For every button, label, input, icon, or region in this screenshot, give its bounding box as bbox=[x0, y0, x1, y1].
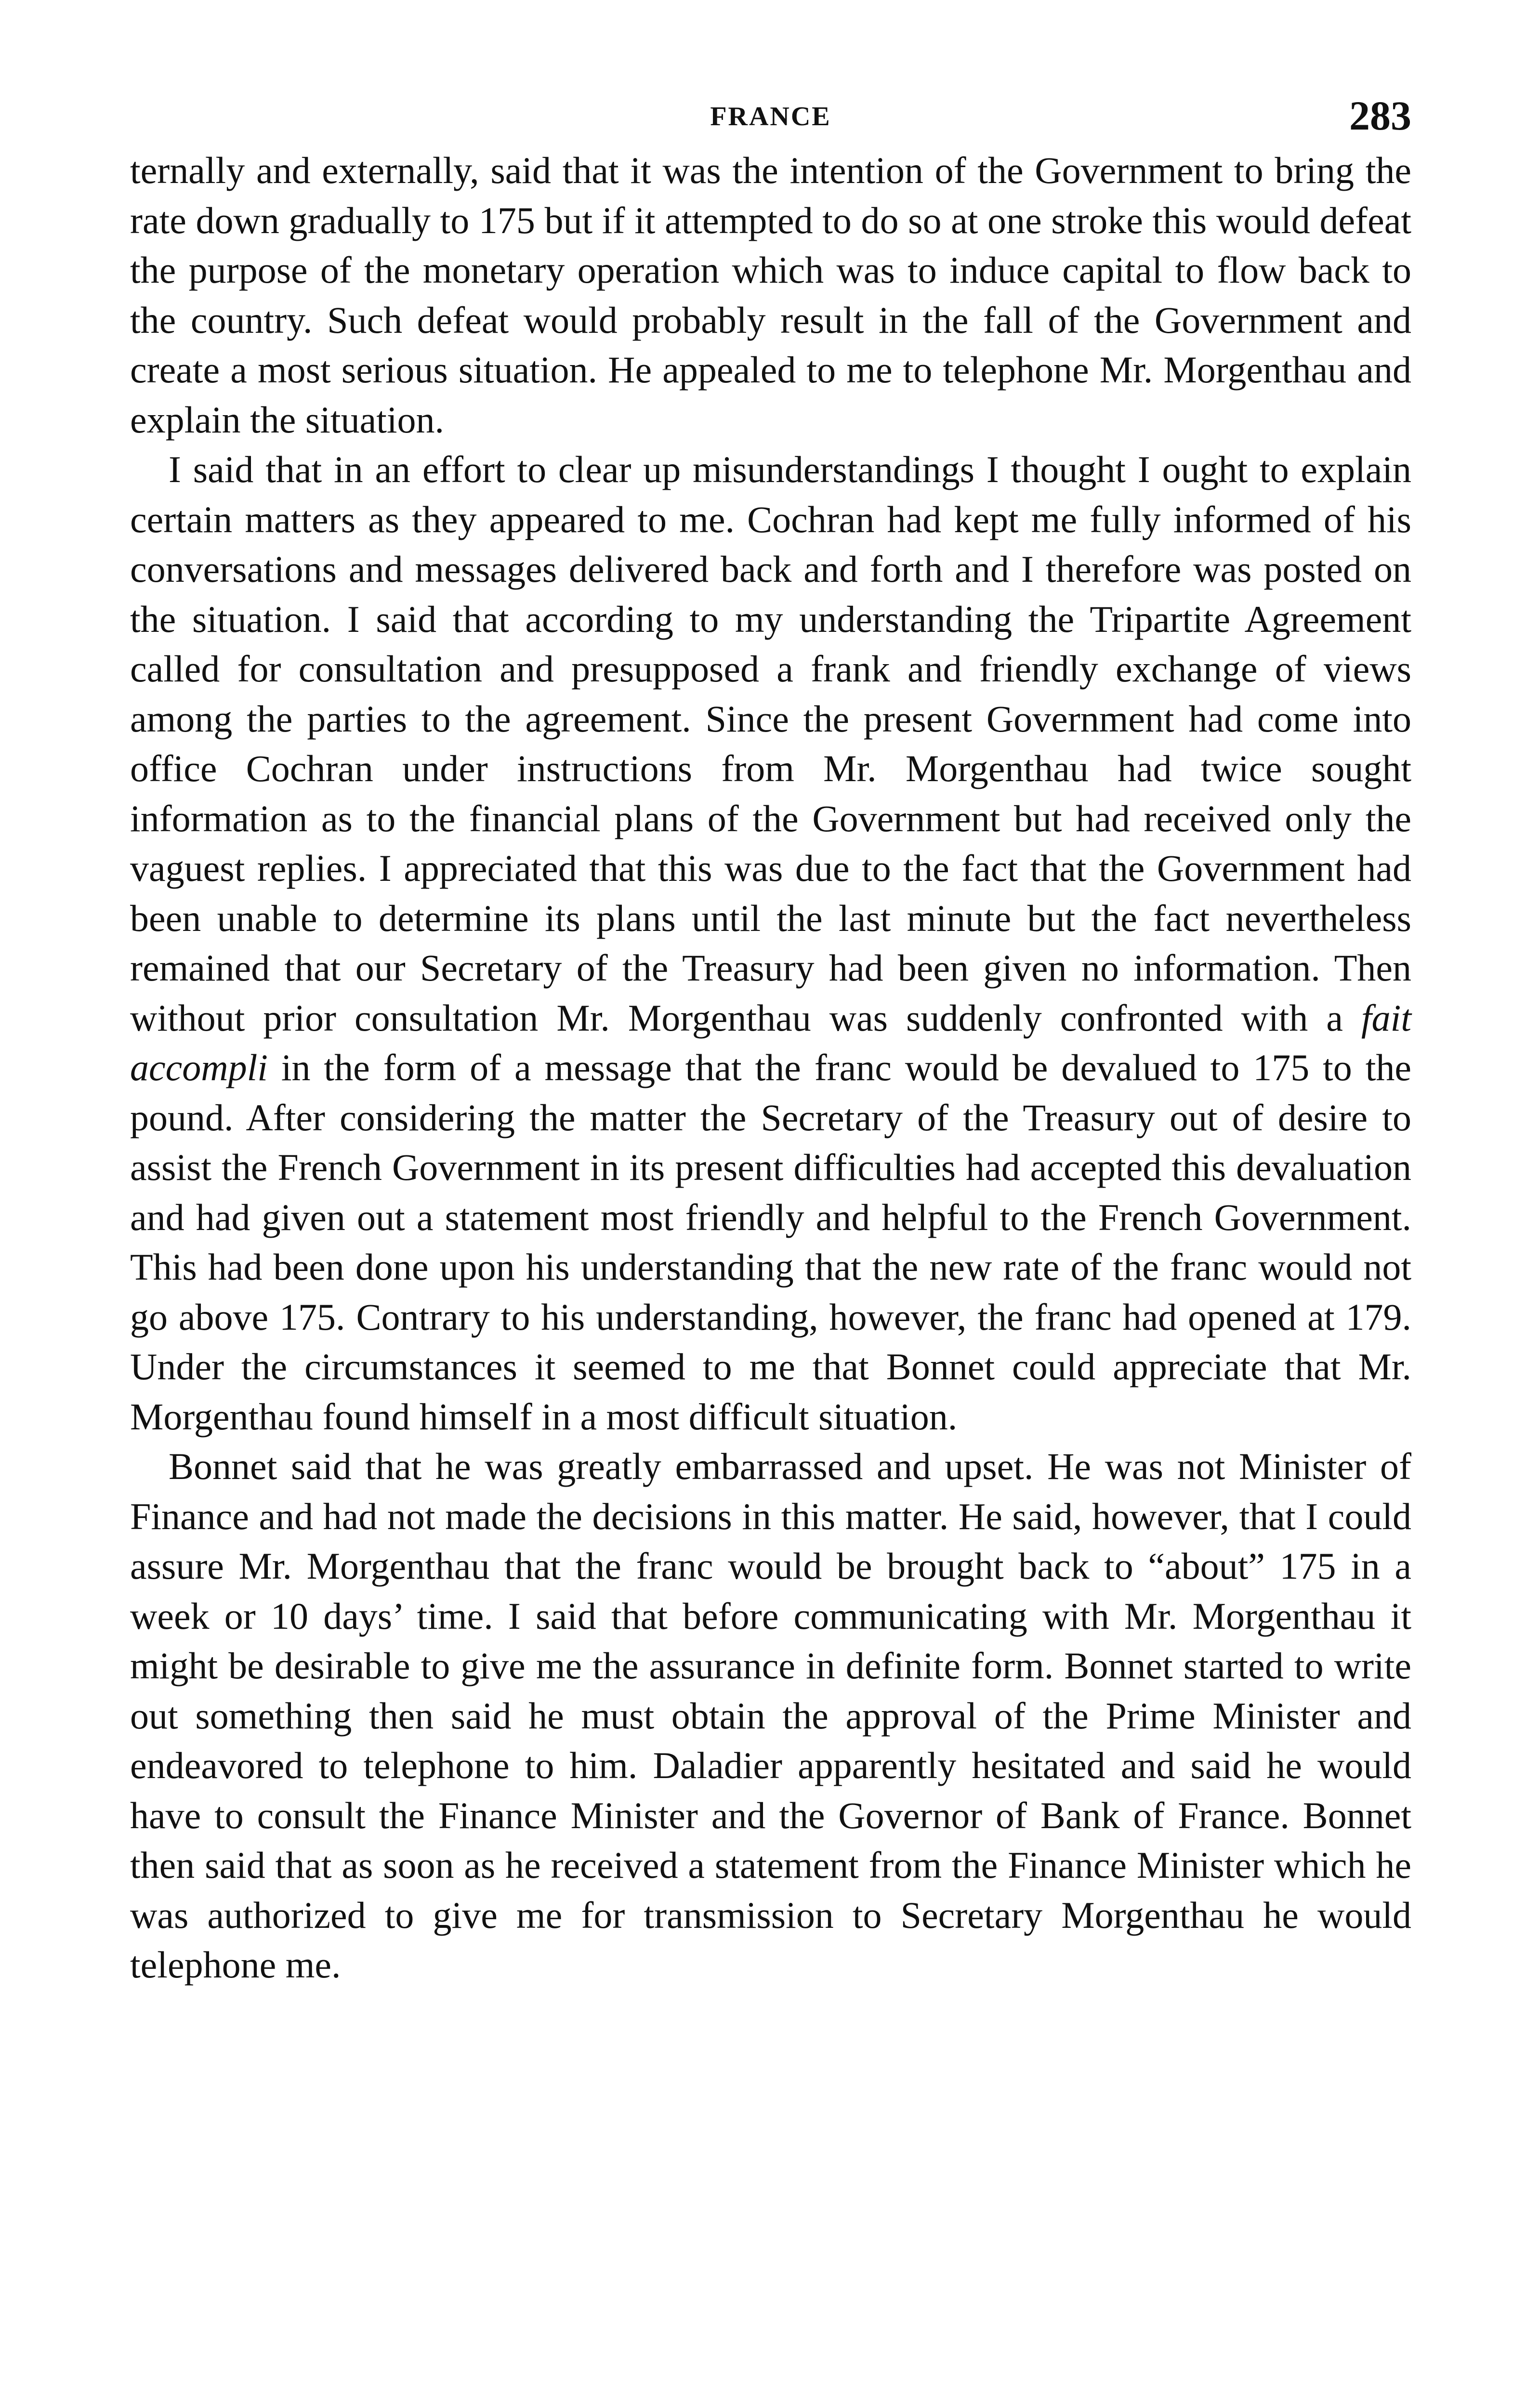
paragraph-1 bbox=[130, 145, 1411, 445]
page-number: 283 bbox=[1349, 92, 1411, 139]
body-text bbox=[130, 145, 1411, 1990]
paragraph-2 bbox=[130, 445, 1411, 1441]
paragraph-2-text-b: in the form of a message that the franc would be devalued to 175 to the pound. After considering the matter the Secretary of the Treasury out of desire to assist the French Government in its present difficulties had accepted this devaluation and had given out a statement most friendly and helpful to the French Government. This had been done upon his understanding that the new rate of the franc would not go above 175. Contrary to his understanding, however, the franc had opened at 179. Under the circumstances it seemed to me that Bonnet could appreciate that Mr. Morgenthau found himself in a most difficult situation. bbox=[130, 1047, 1411, 1438]
document-page bbox=[130, 92, 1411, 2403]
paragraph-2-text-a: I said that in an effort to clear up misunderstandings I thought I ought to explain certain matters as they appeared to me. Cochran had kept me fully informed of his conversations and messages delivered back and forth and I therefore was posted on the situation. I said that according to my understanding the Tripartite Agreement called for consultation and presupposed a frank and friendly exchange of views among the parties to the agreement. Since the present Government had come into office Cochran under instructions from Mr. Morgenthau had twice sought information as to the financial plans of the Government but had received only the vaguest replies. I appreciated that this was due to the fact that the Government had been unable to determine its plans until the last minute but the fact nevertheless remained that our Secretary of the Treasury had been given no information. Then without prior consultation Mr. Morgenthau was suddenly confronted with a bbox=[130, 448, 1411, 1039]
paragraph-3-text: Bonnet said that he was greatly embarrassed and upset. He was not Minister of Finance and had not made the decisions in this matter. He said, however, that I could assure Mr. Morgenthau that the franc would be brought back to “about” 175 in a week or 10 days’ time. I said that before communicating with Mr. Morgenthau it might be desirable to give me the assurance in definite form. Bonnet started to write out something then said he must obtain the approval of the Prime Minister and endeavored to telephone to him. Daladier apparently hesitated and said he would have to consult the Finance Minister and the Governor of Bank of France. Bonnet then said that as soon as he received a statement from the Finance Minister which he was authorized to give me for transmission to Secretary Morgenthau he would telephone me. bbox=[130, 1445, 1411, 1986]
italic-phrase: fait accompli bbox=[130, 996, 1411, 1088]
paragraph-3 bbox=[130, 1441, 1411, 1990]
paragraph-1-text: ternally and externally, said that it was the intention of the Government to bring the rate down gradually to 175 but if it attempted to do so at one stroke this would defeat the purpose of the monetary operation which was to induce capital to flow back to the country. Such defeat would probably result in the fall of the Government and create a most serious situation. He appealed to me to telephone Mr. Morgenthau and explain the situation. bbox=[130, 149, 1411, 441]
running-header bbox=[130, 92, 1411, 140]
running-title: FRANCE bbox=[710, 102, 831, 131]
